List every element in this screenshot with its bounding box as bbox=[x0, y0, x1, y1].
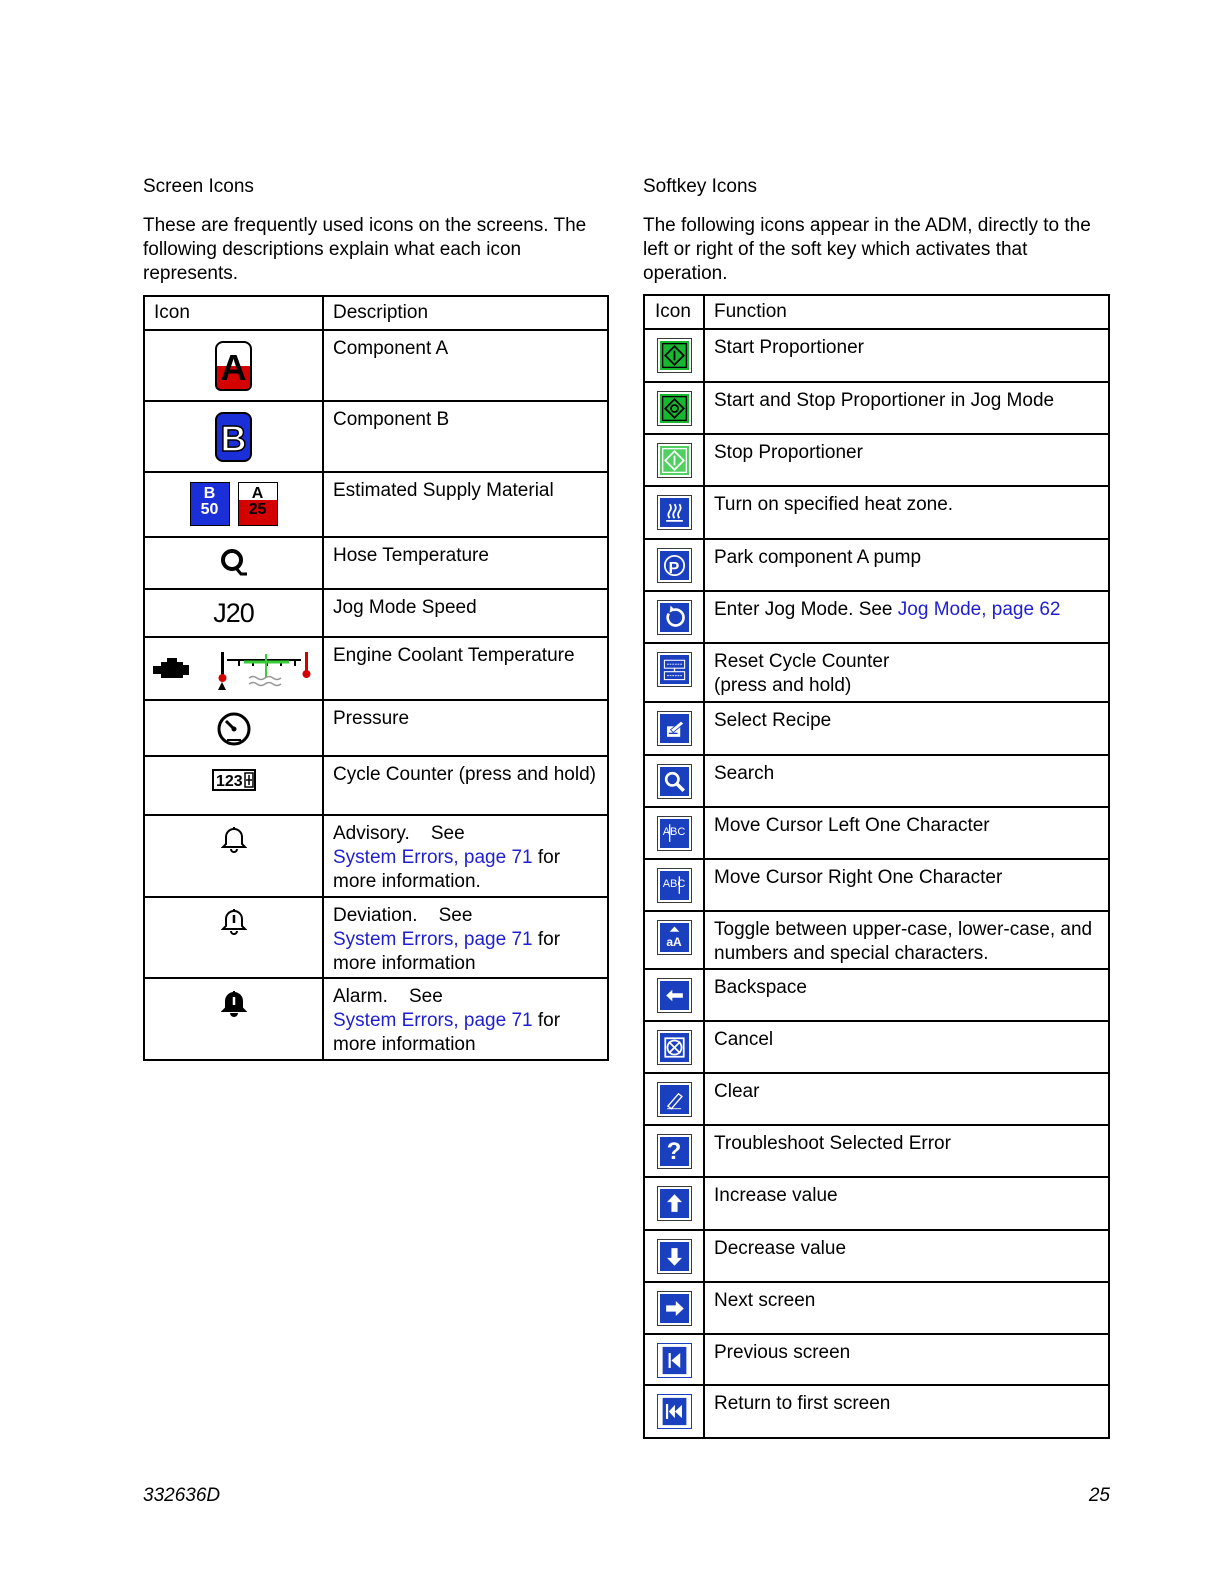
row-description: Engine Coolant Temperature bbox=[323, 637, 608, 700]
document-number: 332636D bbox=[143, 1485, 221, 1506]
table-row bbox=[644, 911, 1109, 969]
table-row bbox=[644, 434, 1109, 486]
row-description: Hose Temperature bbox=[323, 537, 608, 589]
park-pump-icon bbox=[658, 549, 691, 582]
search-icon bbox=[658, 765, 691, 798]
table-row bbox=[144, 815, 608, 897]
row-function: Next screen bbox=[704, 1282, 1109, 1334]
cursor-left-icon bbox=[658, 817, 691, 850]
jog-start-stop-icon bbox=[658, 392, 691, 425]
row-description: Jog Mode Speed bbox=[323, 589, 608, 637]
cycle-counter-digits: 123 bbox=[215, 773, 243, 790]
troubleshoot-icon bbox=[658, 1135, 691, 1168]
col-icon-header: Icon bbox=[144, 296, 323, 330]
alarm-bell-icon bbox=[221, 989, 247, 1017]
clear-icon bbox=[658, 1083, 691, 1116]
table-row bbox=[644, 643, 1109, 702]
row-description: Deviation. See System Errors, page 71 for more information bbox=[323, 897, 608, 978]
select-recipe-icon bbox=[658, 712, 691, 745]
start-proportioner-icon bbox=[658, 339, 691, 372]
component-b-icon: B bbox=[215, 412, 252, 462]
decrease-value-icon bbox=[658, 1240, 691, 1273]
table-row bbox=[144, 401, 608, 472]
case-glyph: aA bbox=[666, 935, 682, 949]
row-description: Component A bbox=[323, 330, 608, 401]
abc-glyph: ABC bbox=[662, 878, 686, 890]
table-row bbox=[644, 1334, 1109, 1385]
table-row bbox=[644, 755, 1109, 807]
reset-counter-icon bbox=[658, 653, 691, 686]
table-row bbox=[144, 330, 608, 401]
row-function: Move Cursor Left One Character bbox=[704, 807, 1109, 859]
row-function: Search bbox=[704, 755, 1109, 807]
park-glyph: P bbox=[668, 560, 680, 577]
pressure-gauge-icon bbox=[215, 710, 253, 748]
backspace-icon bbox=[658, 979, 691, 1012]
first-screen-icon bbox=[658, 1395, 691, 1428]
screen-icons-heading: Screen Icons bbox=[143, 176, 254, 197]
row-description: Alarm. See System Errors, page 71 for more information bbox=[323, 978, 608, 1060]
table-row bbox=[644, 1230, 1109, 1282]
table-row bbox=[644, 1073, 1109, 1125]
table-row bbox=[644, 486, 1109, 539]
col-icon-header: Icon bbox=[644, 295, 704, 329]
page-number: 25 bbox=[1088, 1485, 1110, 1506]
row-function: Move Cursor Right One Character bbox=[704, 859, 1109, 911]
row-function: Decrease value bbox=[704, 1230, 1109, 1282]
table-row bbox=[144, 897, 608, 978]
deviation-bell-icon bbox=[221, 907, 247, 935]
row-function: Turn on specified heat zone. bbox=[704, 486, 1109, 539]
cycle-counter-icon bbox=[212, 769, 256, 791]
row-function: Park component A pump bbox=[704, 539, 1109, 591]
toggle-case-icon bbox=[658, 921, 691, 954]
question-glyph: ? bbox=[666, 1138, 682, 1165]
table-row bbox=[644, 329, 1109, 382]
component-a-icon: A bbox=[215, 341, 252, 391]
screen-icons-table bbox=[143, 295, 609, 1061]
row-function: Return to first screen bbox=[704, 1385, 1109, 1438]
col-description-header: Description bbox=[323, 296, 608, 330]
system-errors-link[interactable]: System Errors, page 71 bbox=[333, 1010, 533, 1031]
row-description: Component B bbox=[323, 401, 608, 472]
row-function: Increase value bbox=[704, 1177, 1109, 1230]
table-row bbox=[144, 589, 608, 637]
table-row bbox=[144, 472, 608, 537]
row-function: Reset Cycle Counter (press and hold) bbox=[704, 643, 1109, 702]
table-row bbox=[644, 807, 1109, 859]
row-function: Cancel bbox=[704, 1021, 1109, 1073]
row-function: Clear bbox=[704, 1073, 1109, 1125]
row-function: Troubleshoot Selected Error bbox=[704, 1125, 1109, 1177]
table-row bbox=[144, 700, 608, 756]
softkey-icons-section bbox=[643, 176, 1110, 1439]
table-row bbox=[644, 539, 1109, 591]
softkey-icons-heading: Softkey Icons bbox=[643, 176, 758, 197]
cursor-right-icon bbox=[658, 869, 691, 902]
table-row bbox=[644, 591, 1109, 643]
table-row bbox=[644, 702, 1109, 755]
row-function: Toggle between upper-case, lower-case, and numbers and special characters. bbox=[704, 911, 1109, 969]
system-errors-link[interactable]: System Errors, page 71 bbox=[333, 847, 533, 868]
row-function: Select Recipe bbox=[704, 702, 1109, 755]
row-function: Previous screen bbox=[704, 1334, 1109, 1385]
engine-coolant-icon bbox=[149, 648, 319, 692]
table-header bbox=[144, 296, 608, 330]
table-row bbox=[144, 537, 608, 589]
softkey-icons-intro: The following icons appear in the ADM, directly to the left or right of the soft key which activates that operation. bbox=[643, 215, 1091, 284]
supply-b-icon: B 50 bbox=[190, 482, 230, 526]
table-row bbox=[644, 969, 1109, 1021]
abc-glyph: ABC bbox=[662, 826, 686, 838]
row-function: Backspace bbox=[704, 969, 1109, 1021]
cancel-icon bbox=[658, 1031, 691, 1064]
jog-speed-icon: J20 bbox=[213, 598, 254, 628]
jog-mode-icon bbox=[658, 601, 691, 634]
row-function: Start Proportioner bbox=[704, 329, 1109, 382]
row-description: Estimated Supply Material bbox=[323, 472, 608, 537]
row-function: Start and Stop Proportioner in Jog Mode bbox=[704, 382, 1109, 434]
table-row bbox=[644, 1282, 1109, 1334]
stop-proportioner-icon bbox=[658, 444, 691, 477]
table-row bbox=[644, 1385, 1109, 1438]
table-row bbox=[644, 1021, 1109, 1073]
col-function-header: Function bbox=[704, 295, 1109, 329]
next-screen-icon bbox=[658, 1292, 691, 1325]
table-row bbox=[644, 1125, 1109, 1177]
row-description: Pressure bbox=[323, 700, 608, 756]
table-header bbox=[644, 295, 1109, 329]
table-row bbox=[144, 978, 608, 1060]
previous-screen-icon bbox=[658, 1344, 691, 1377]
row-description: Advisory. See System Errors, page 71 for more information. bbox=[323, 815, 608, 897]
heat-zone-icon bbox=[658, 496, 691, 529]
row-description: Cycle Counter (press and hold) bbox=[323, 756, 608, 815]
supply-a-icon: A 25 bbox=[238, 482, 278, 526]
jog-mode-link[interactable]: Jog Mode, page 62 bbox=[897, 599, 1061, 620]
advisory-bell-icon bbox=[221, 825, 247, 853]
table-row bbox=[644, 382, 1109, 434]
table-row bbox=[144, 637, 608, 700]
softkey-icons-table bbox=[643, 294, 1110, 1439]
row-function: Stop Proportioner bbox=[704, 434, 1109, 486]
table-row bbox=[144, 756, 608, 815]
table-row bbox=[644, 1177, 1109, 1230]
row-function: Enter Jog Mode. See Jog Mode, page 62 bbox=[704, 591, 1109, 643]
increase-value-icon bbox=[658, 1187, 691, 1220]
system-errors-link[interactable]: System Errors, page 71 bbox=[333, 929, 533, 950]
screen-icons-intro: These are frequently used icons on the screens. The following descriptions explain what each icon represents. bbox=[143, 215, 587, 284]
table-row bbox=[644, 859, 1109, 911]
hose-temperature-icon bbox=[217, 547, 251, 579]
screen-icons-section bbox=[143, 176, 609, 1061]
